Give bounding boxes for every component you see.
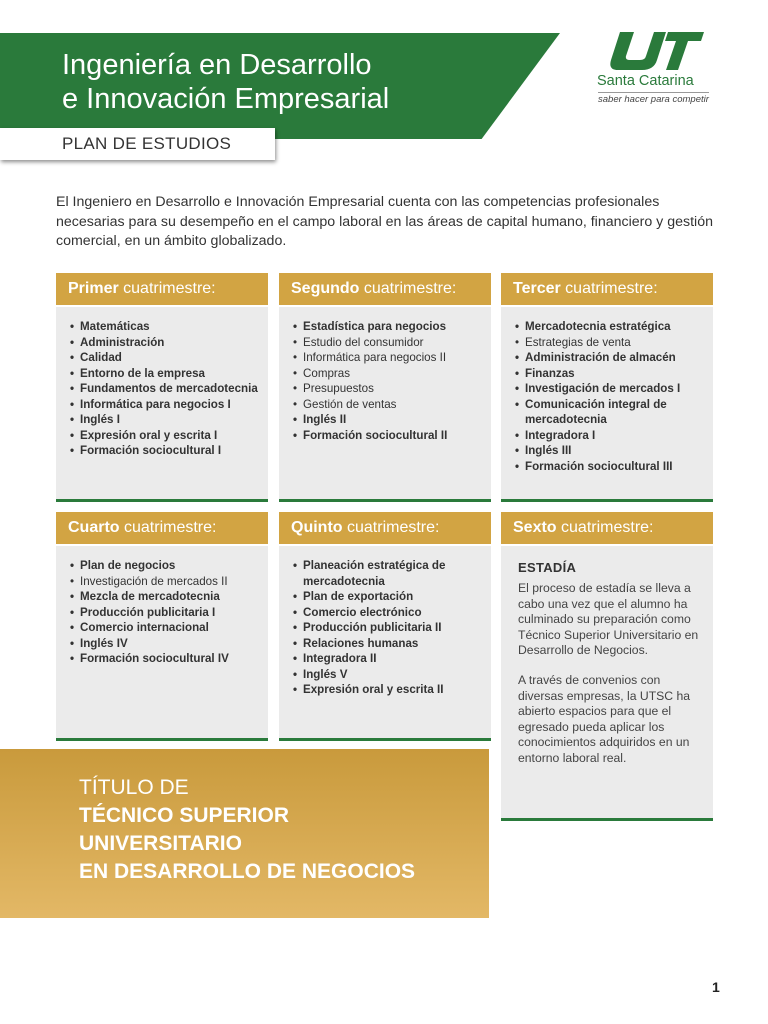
degree-line-4: EN DESARROLLO DE NEGOCIOS	[79, 860, 416, 883]
subject-item: • Gestión de ventas	[293, 397, 485, 413]
subject-list	[279, 546, 491, 698]
card-header-rest: cuatrimestre:	[560, 280, 658, 297]
subject-item: • Relaciones humanas	[293, 636, 485, 652]
subject-item: • Inglés V	[293, 667, 485, 683]
card-header-bold: Tercer	[513, 280, 561, 297]
card-header-rest: cuatrimestre:	[556, 519, 654, 536]
subject-item: • Planeación estratégica de mercadotecnia	[293, 558, 485, 589]
subject-item: • Formación sociocultural IV	[70, 651, 262, 667]
subtitle: PLAN DE ESTUDIOS	[62, 134, 232, 153]
card-header-bold: Primer	[68, 280, 119, 297]
logo-name: Santa Catarina	[597, 73, 694, 89]
ut-logo-icon	[606, 30, 704, 72]
estadia-section	[501, 546, 713, 767]
card-header-bold: Sexto	[513, 519, 557, 536]
subject-list	[279, 307, 491, 443]
degree-banner	[0, 749, 489, 918]
subject-item: • Administración	[70, 335, 262, 351]
card-header-bold: Quinto	[291, 519, 343, 536]
card-header	[279, 512, 491, 546]
card-header	[501, 273, 713, 307]
degree-line-1: TÍTULO DE	[79, 776, 189, 799]
logo-tagline: saber hacer para competir	[598, 94, 709, 105]
card-header-rest: cuatrimestre:	[342, 519, 440, 536]
subject-list	[56, 307, 268, 459]
subject-item: • Informática para negocios I	[70, 397, 262, 413]
card-header	[56, 512, 268, 546]
subject-item: • Formación sociocultural III	[515, 459, 707, 475]
subject-item: • Inglés I	[70, 412, 262, 428]
subject-item: • Entorno de la empresa	[70, 366, 262, 382]
subject-item: • Plan de exportación	[293, 589, 485, 605]
subject-item: • Comercio electrónico	[293, 605, 485, 621]
degree-line-2: TÉCNICO SUPERIOR	[79, 804, 290, 827]
card-header	[501, 512, 713, 546]
ut-logo	[594, 30, 714, 108]
intro-paragraph: El Ingeniero en Desarrollo e Innovación Empresarial cuenta con las competencias profesionales necesarias para su desempeño en el campo laboral en las áreas de capital humano, financiero y gestión comercial, en un ámbito globalizado.	[56, 194, 713, 250]
card-header-rest: cuatrimestre:	[119, 519, 217, 536]
card-sexto-cuatrimestre	[501, 512, 713, 821]
subject-item: • Calidad	[70, 350, 262, 366]
subject-list	[56, 546, 268, 667]
card-header	[56, 273, 268, 307]
card-segundo-cuatrimestre	[279, 273, 491, 502]
estadia-paragraph-2: A través de convenios con diversas empresas, la UTSC ha abierto espacios para que el egresado pueda aplicar los conocimientos adquiridos en un entorno laboral real.	[518, 672, 691, 765]
subject-item: • Mezcla de mercadotecnia	[70, 589, 262, 605]
subtitle-box	[0, 128, 275, 160]
estadia-title: ESTADÍA	[518, 560, 577, 575]
subject-item: • Finanzas	[515, 366, 707, 382]
subject-item: • Administración de almacén	[515, 350, 707, 366]
card-header-bold: Cuarto	[68, 519, 120, 536]
page-title-line1: Ingeniería en Desarrollo	[62, 49, 372, 81]
subject-item: • Inglés IV	[70, 636, 262, 652]
subject-list	[501, 307, 713, 474]
card-header-rest: cuatrimestre:	[359, 280, 457, 297]
subject-item: • Producción publicitaria II	[293, 620, 485, 636]
subject-item: • Compras	[293, 366, 485, 382]
subject-item: • Estrategias de venta	[515, 335, 707, 351]
subject-item: • Inglés II	[293, 412, 485, 428]
subject-item: • Estudio del consumidor	[293, 335, 485, 351]
card-primer-cuatrimestre	[56, 273, 268, 502]
subject-item: • Fundamentos de mercadotecnia	[70, 381, 262, 397]
page-number: 1	[712, 979, 720, 995]
card-header-bold: Segundo	[291, 280, 360, 297]
card-header	[279, 273, 491, 307]
subject-item: • Expresión oral y escrita I	[70, 428, 262, 444]
estadia-paragraph-1: El proceso de estadía se lleva a cabo una vez que el alumno ha culminado su preparación como Técnico Superior Universitario en Desarrollo de Negocios.	[518, 581, 699, 658]
subject-item: • Integradora II	[293, 651, 485, 667]
subject-item: • Formación sociocultural I	[70, 443, 262, 459]
page-title-line2: e Innovación Empresarial	[62, 83, 390, 115]
subject-item: • Inglés III	[515, 443, 707, 459]
subject-item: • Estadística para negocios	[293, 319, 485, 335]
card-cuarto-cuatrimestre	[56, 512, 268, 741]
card-header-rest: cuatrimestre:	[118, 280, 216, 297]
subject-item: • Integradora I	[515, 428, 707, 444]
degree-title	[79, 774, 415, 886]
subject-item: • Formación sociocultural II	[293, 428, 485, 444]
card-quinto-cuatrimestre	[279, 512, 491, 741]
subject-item: • Investigación de mercados I	[515, 381, 707, 397]
subject-item: • Comunicación integral de mercadotecnia	[515, 397, 707, 428]
page-title	[62, 48, 482, 116]
subject-item: • Matemáticas	[70, 319, 262, 335]
card-tercer-cuatrimestre	[501, 273, 713, 502]
subject-item: • Expresión oral y escrita II	[293, 682, 485, 698]
subject-item: • Informática para negocios II	[293, 350, 485, 366]
subject-item: • Plan de negocios	[70, 558, 262, 574]
subject-item: • Mercadotecnia estratégica	[515, 319, 707, 335]
subject-item: • Investigación de mercados II	[70, 574, 262, 590]
subject-item: • Presupuestos	[293, 381, 485, 397]
degree-line-3: UNIVERSITARIO	[79, 832, 242, 855]
subject-item: • Comercio internacional	[70, 620, 262, 636]
subject-item: • Producción publicitaria I	[70, 605, 262, 621]
